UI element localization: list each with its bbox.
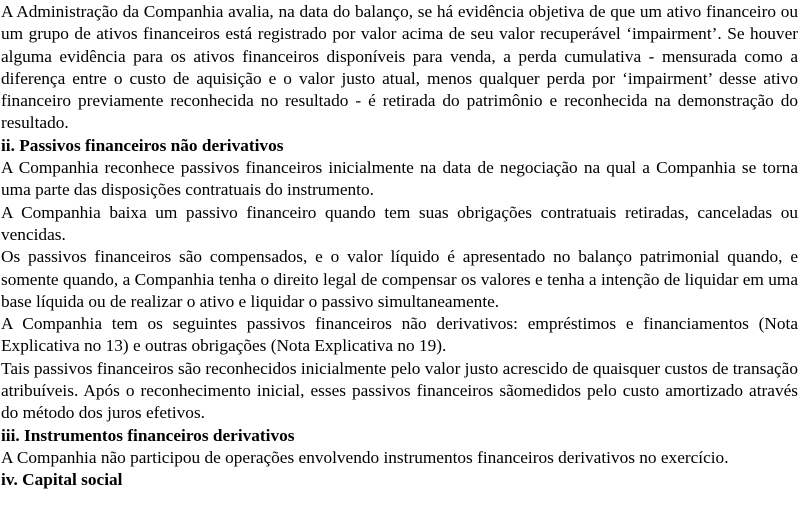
paragraph-measurement: Tais passivos financeiros são reconhecidos inicialmente pelo valor justo acrescido de quaisquer custos de transação atribuíveis. Após o reconhecimento inicial, esses passivos financeiros sãomedidos pelo custo amortizado através do método dos juros efetivos. bbox=[1, 358, 798, 423]
paragraph-derecognition: A Companhia baixa um passivo financeiro quando tem suas obrigações contratuais retiradas, canceladas ou vencidas. bbox=[1, 202, 798, 244]
paragraph-no-derivatives: A Companhia não participou de operações envolvendo instrumentos financeiros derivativos no exercício. bbox=[1, 447, 729, 467]
paragraph-liabilities-list: A Companhia tem os seguintes passivos financeiros não derivativos: empréstimos e financiamentos (Nota Explicativa no 13) e outras obrigações (Nota Explicativa no 19). bbox=[1, 314, 798, 356]
section-heading-capital-social: iv. Capital social bbox=[1, 470, 123, 490]
paragraph-impairment-assessment: A Administração da Companhia avalia, na data do balanço, se há evidência objetiva de que um ativo financeiro ou um grupo de ativos financeiros está registrado por valor acima de seu valor recuperável ‘impairment’. Se houver alguma evidência para os ativos financeiros disponíveis para venda, a perda cumulativa - mensurada como a diferença entre o custo de aquisição e o valor justo atual, menos qualquer perda por ‘impairment’ desse ativo financeiro previamente reconhecida no resultado - é retirada do patrimônio e reconhecida na demonstração do resultado. bbox=[1, 2, 798, 133]
section-heading-passivos-financeiros: ii. Passivos financeiros não derivativos bbox=[1, 135, 284, 155]
section-heading-derivativos: iii. Instrumentos financeiros derivativos bbox=[1, 425, 295, 445]
paragraph-initial-recognition: A Companhia reconhece passivos financeiros inicialmente na data de negociação na qual a Companhia se torna uma parte das disposições contratuais do instrumento. bbox=[1, 158, 798, 200]
paragraph-offsetting: Os passivos financeiros são compensados, e o valor líquido é apresentado no balanço patrimonial quando, e somente quando, a Companhia tenha o direito legal de compensar os valores e tenha a intenção de liquidar em uma base líquida ou de realizar o ativo e liquidar o passivo simultaneamente. bbox=[1, 247, 798, 311]
